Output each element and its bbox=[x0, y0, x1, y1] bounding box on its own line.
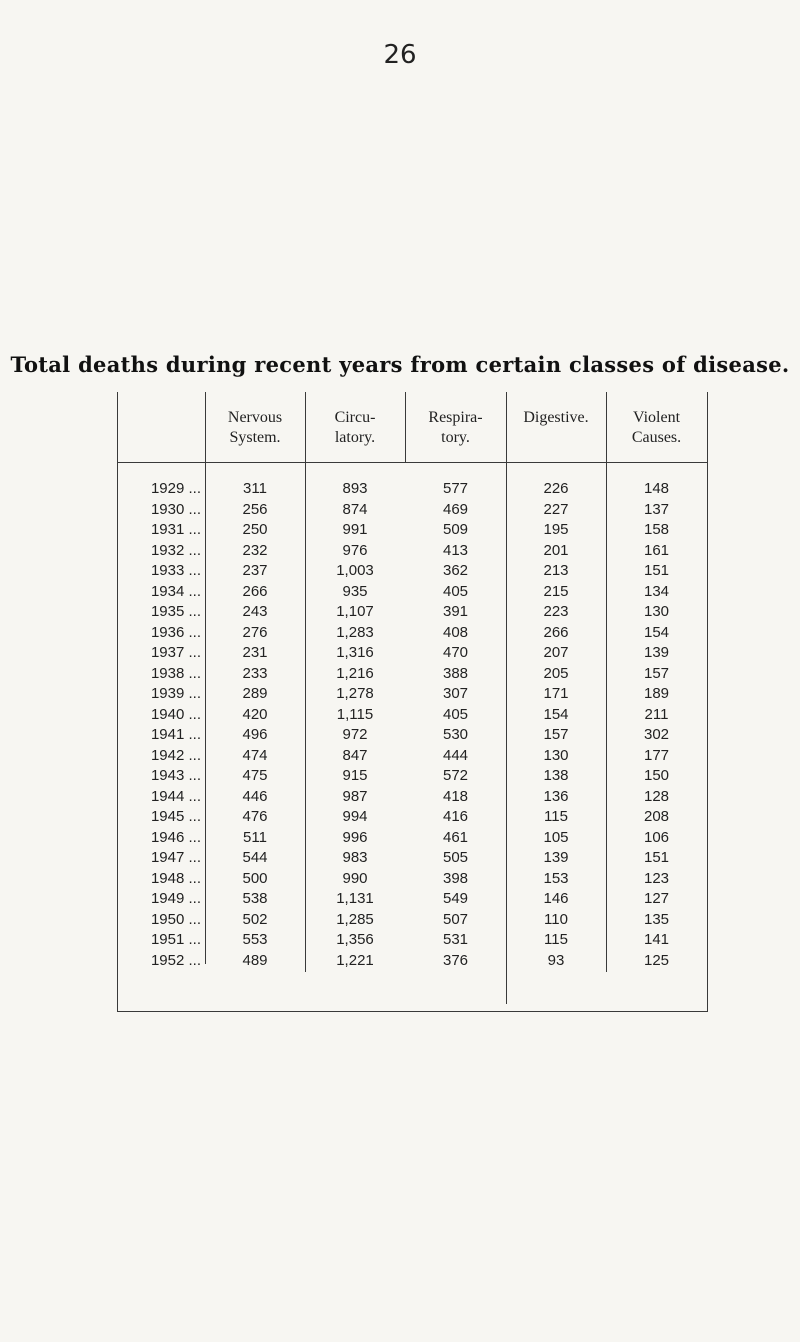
value-cell: 227 bbox=[543, 500, 569, 518]
year-cell: 1945 ... bbox=[150, 808, 201, 825]
value-cell: 1,316 bbox=[336, 644, 374, 661]
table-row bbox=[117, 725, 708, 745]
table-row bbox=[117, 828, 708, 848]
value-cell: 302 bbox=[643, 726, 670, 743]
value-cell: 289 bbox=[242, 685, 268, 702]
value-cell: 130 bbox=[543, 746, 569, 764]
year-cell: 1939 ... bbox=[150, 685, 201, 702]
year-cell: 1942 ... bbox=[150, 746, 201, 764]
value-cell: 266 bbox=[242, 582, 268, 600]
table-row bbox=[117, 541, 708, 561]
value-cell: 915 bbox=[342, 767, 368, 784]
table-row bbox=[117, 602, 708, 622]
year-cell: 1930 ... bbox=[150, 500, 201, 518]
value-cell: 151 bbox=[643, 849, 670, 866]
value-cell: 847 bbox=[342, 746, 368, 764]
table-row bbox=[117, 684, 708, 704]
value-cell: 250 bbox=[242, 521, 268, 538]
bottom-rule bbox=[117, 1011, 708, 1012]
value-cell: 502 bbox=[242, 910, 268, 928]
header-nervous-system: Nervous System. bbox=[227, 409, 283, 446]
year-cell: 1934 ... bbox=[150, 582, 201, 600]
year-cell: 1929 ... bbox=[150, 480, 201, 497]
value-cell: 388 bbox=[442, 664, 469, 682]
value-cell: 311 bbox=[243, 480, 267, 497]
value-cell: 1,221 bbox=[336, 951, 374, 969]
year-cell: 1947 ... bbox=[150, 849, 201, 866]
value-cell: 231 bbox=[242, 644, 268, 661]
value-cell: 211 bbox=[644, 705, 669, 723]
year-cell: 1935 ... bbox=[150, 603, 201, 620]
value-cell: 553 bbox=[242, 931, 268, 948]
value-cell: 115 bbox=[544, 808, 568, 825]
header-circulatory: Circu- latory. bbox=[334, 409, 376, 446]
value-cell: 391 bbox=[442, 603, 469, 620]
value-cell: 476 bbox=[242, 808, 268, 825]
value-cell: 125 bbox=[643, 951, 670, 969]
value-cell: 511 bbox=[243, 828, 267, 846]
deaths-table bbox=[117, 392, 708, 1012]
year-cell: 1948 ... bbox=[150, 869, 201, 887]
value-cell: 189 bbox=[643, 685, 670, 702]
value-cell: 137 bbox=[643, 500, 670, 518]
value-cell: 157 bbox=[543, 726, 569, 743]
value-cell: 232 bbox=[242, 541, 268, 559]
value-cell: 461 bbox=[442, 828, 469, 846]
year-cell: 1933 ... bbox=[150, 562, 201, 579]
year-cell: 1937 ... bbox=[150, 644, 201, 661]
table-row bbox=[117, 623, 708, 643]
table-row bbox=[117, 787, 708, 807]
table-row bbox=[117, 705, 708, 725]
value-cell: 213 bbox=[543, 562, 569, 579]
value-cell: 496 bbox=[242, 726, 268, 743]
value-cell: 139 bbox=[643, 644, 670, 661]
value-cell: 146 bbox=[543, 890, 569, 907]
value-cell: 148 bbox=[643, 480, 670, 497]
value-cell: 205 bbox=[543, 664, 569, 682]
value-cell: 474 bbox=[242, 746, 268, 764]
table-row bbox=[117, 930, 708, 950]
value-cell: 153 bbox=[543, 869, 569, 887]
value-cell: 154 bbox=[643, 623, 670, 641]
value-cell: 226 bbox=[543, 480, 569, 497]
year-cell: 1940 ... bbox=[150, 705, 201, 723]
value-cell: 418 bbox=[442, 787, 469, 805]
value-cell: 530 bbox=[442, 726, 469, 743]
value-cell: 531 bbox=[442, 931, 469, 948]
value-cell: 507 bbox=[442, 910, 469, 928]
table-row bbox=[117, 869, 708, 889]
value-cell: 1,285 bbox=[336, 910, 374, 928]
header-violent-causes: Violent Causes. bbox=[631, 409, 682, 446]
value-cell: 115 bbox=[544, 931, 568, 948]
value-cell: 215 bbox=[543, 582, 569, 600]
value-cell: 139 bbox=[543, 849, 569, 866]
value-cell: 416 bbox=[442, 808, 469, 825]
value-cell: 935 bbox=[342, 582, 368, 600]
value-cell: 874 bbox=[342, 500, 368, 518]
value-cell: 987 bbox=[342, 787, 368, 805]
value-cell: 983 bbox=[342, 849, 368, 866]
value-cell: 207 bbox=[543, 644, 569, 661]
value-cell: 177 bbox=[643, 746, 670, 764]
value-cell: 994 bbox=[342, 808, 368, 825]
value-cell: 1,003 bbox=[336, 562, 374, 579]
value-cell: 489 bbox=[242, 951, 268, 969]
value-cell: 509 bbox=[442, 521, 469, 538]
value-cell: 223 bbox=[543, 603, 569, 620]
value-cell: 362 bbox=[442, 562, 469, 579]
value-cell: 544 bbox=[242, 849, 268, 866]
value-cell: 1,278 bbox=[336, 685, 374, 702]
value-cell: 408 bbox=[442, 623, 469, 641]
value-cell: 538 bbox=[242, 890, 268, 907]
value-cell: 93 bbox=[547, 951, 565, 969]
value-cell: 154 bbox=[543, 705, 569, 723]
value-cell: 469 bbox=[442, 500, 469, 518]
value-cell: 157 bbox=[643, 664, 670, 682]
header-digestive: Digestive. bbox=[523, 409, 589, 426]
table-row bbox=[117, 582, 708, 602]
value-cell: 405 bbox=[442, 582, 469, 600]
header-rule bbox=[117, 462, 708, 463]
value-cell: 1,107 bbox=[336, 603, 374, 620]
value-cell: 237 bbox=[242, 562, 268, 579]
value-cell: 376 bbox=[442, 951, 469, 969]
year-cell: 1931 ... bbox=[150, 521, 201, 538]
value-cell: 127 bbox=[643, 890, 670, 907]
year-cell: 1952 ... bbox=[150, 951, 201, 969]
value-cell: 123 bbox=[643, 869, 670, 887]
value-cell: 106 bbox=[643, 828, 670, 846]
year-cell: 1951 ... bbox=[150, 931, 201, 948]
value-cell: 1,115 bbox=[336, 705, 374, 723]
year-cell: 1941 ... bbox=[150, 726, 201, 743]
table-row bbox=[117, 889, 708, 909]
table-row bbox=[117, 807, 708, 827]
value-cell: 110 bbox=[544, 910, 568, 928]
value-cell: 893 bbox=[342, 480, 368, 497]
value-cell: 208 bbox=[643, 808, 670, 825]
value-cell: 158 bbox=[643, 521, 670, 538]
value-cell: 243 bbox=[242, 603, 268, 620]
year-cell: 1946 ... bbox=[150, 828, 201, 846]
table-row bbox=[117, 951, 708, 971]
table-row bbox=[117, 746, 708, 766]
value-cell: 991 bbox=[342, 521, 368, 538]
value-cell: 161 bbox=[643, 541, 670, 559]
year-cell: 1938 ... bbox=[150, 664, 201, 682]
value-cell: 420 bbox=[242, 705, 268, 723]
value-cell: 572 bbox=[442, 767, 469, 784]
value-cell: 138 bbox=[543, 767, 569, 784]
value-cell: 444 bbox=[442, 746, 469, 764]
table-row bbox=[117, 500, 708, 520]
value-cell: 171 bbox=[543, 685, 569, 702]
table-row bbox=[117, 848, 708, 868]
value-cell: 141 bbox=[643, 931, 670, 948]
value-cell: 398 bbox=[442, 869, 469, 887]
table-row bbox=[117, 664, 708, 684]
value-cell: 307 bbox=[442, 685, 469, 702]
year-cell: 1949 ... bbox=[150, 890, 201, 907]
value-cell: 1,283 bbox=[336, 623, 374, 641]
value-cell: 972 bbox=[342, 726, 368, 743]
value-cell: 1,216 bbox=[336, 664, 374, 682]
value-cell: 505 bbox=[442, 849, 469, 866]
value-cell: 500 bbox=[242, 869, 268, 887]
year-cell: 1944 ... bbox=[150, 787, 201, 805]
table-row bbox=[117, 520, 708, 540]
value-cell: 577 bbox=[442, 480, 469, 497]
value-cell: 405 bbox=[442, 705, 469, 723]
value-cell: 475 bbox=[242, 767, 268, 784]
table-row bbox=[117, 766, 708, 786]
header-respiratory: Respira- tory. bbox=[428, 409, 483, 446]
value-cell: 105 bbox=[543, 828, 569, 846]
value-cell: 151 bbox=[643, 562, 670, 579]
value-cell: 276 bbox=[242, 623, 268, 641]
value-cell: 134 bbox=[643, 582, 670, 600]
year-cell: 1950 ... bbox=[150, 910, 201, 928]
value-cell: 195 bbox=[543, 521, 569, 538]
value-cell: 446 bbox=[242, 787, 268, 805]
value-cell: 996 bbox=[342, 828, 368, 846]
value-cell: 990 bbox=[342, 869, 368, 887]
value-cell: 470 bbox=[442, 644, 469, 661]
value-cell: 266 bbox=[543, 623, 569, 641]
year-cell: 1943 ... bbox=[150, 767, 201, 784]
value-cell: 1,131 bbox=[336, 890, 374, 907]
value-cell: 549 bbox=[442, 890, 469, 907]
table-row bbox=[117, 643, 708, 663]
table-row bbox=[117, 910, 708, 930]
value-cell: 128 bbox=[643, 787, 670, 805]
value-cell: 976 bbox=[342, 541, 368, 559]
value-cell: 201 bbox=[543, 541, 569, 559]
table-row bbox=[117, 479, 708, 499]
value-cell: 256 bbox=[242, 500, 268, 518]
value-cell: 136 bbox=[543, 787, 569, 805]
value-cell: 233 bbox=[242, 664, 268, 682]
value-cell: 150 bbox=[643, 767, 670, 784]
year-cell: 1932 ... bbox=[150, 541, 201, 559]
year-cell: 1936 ... bbox=[150, 623, 201, 641]
table-title: Total deaths during recent years from certain classes of disease. bbox=[10, 352, 790, 377]
page-number: 26 bbox=[383, 40, 417, 70]
value-cell: 135 bbox=[643, 910, 670, 928]
value-cell: 1,356 bbox=[336, 931, 374, 948]
value-cell: 413 bbox=[442, 541, 469, 559]
table-row bbox=[117, 561, 708, 581]
value-cell: 130 bbox=[643, 603, 670, 620]
